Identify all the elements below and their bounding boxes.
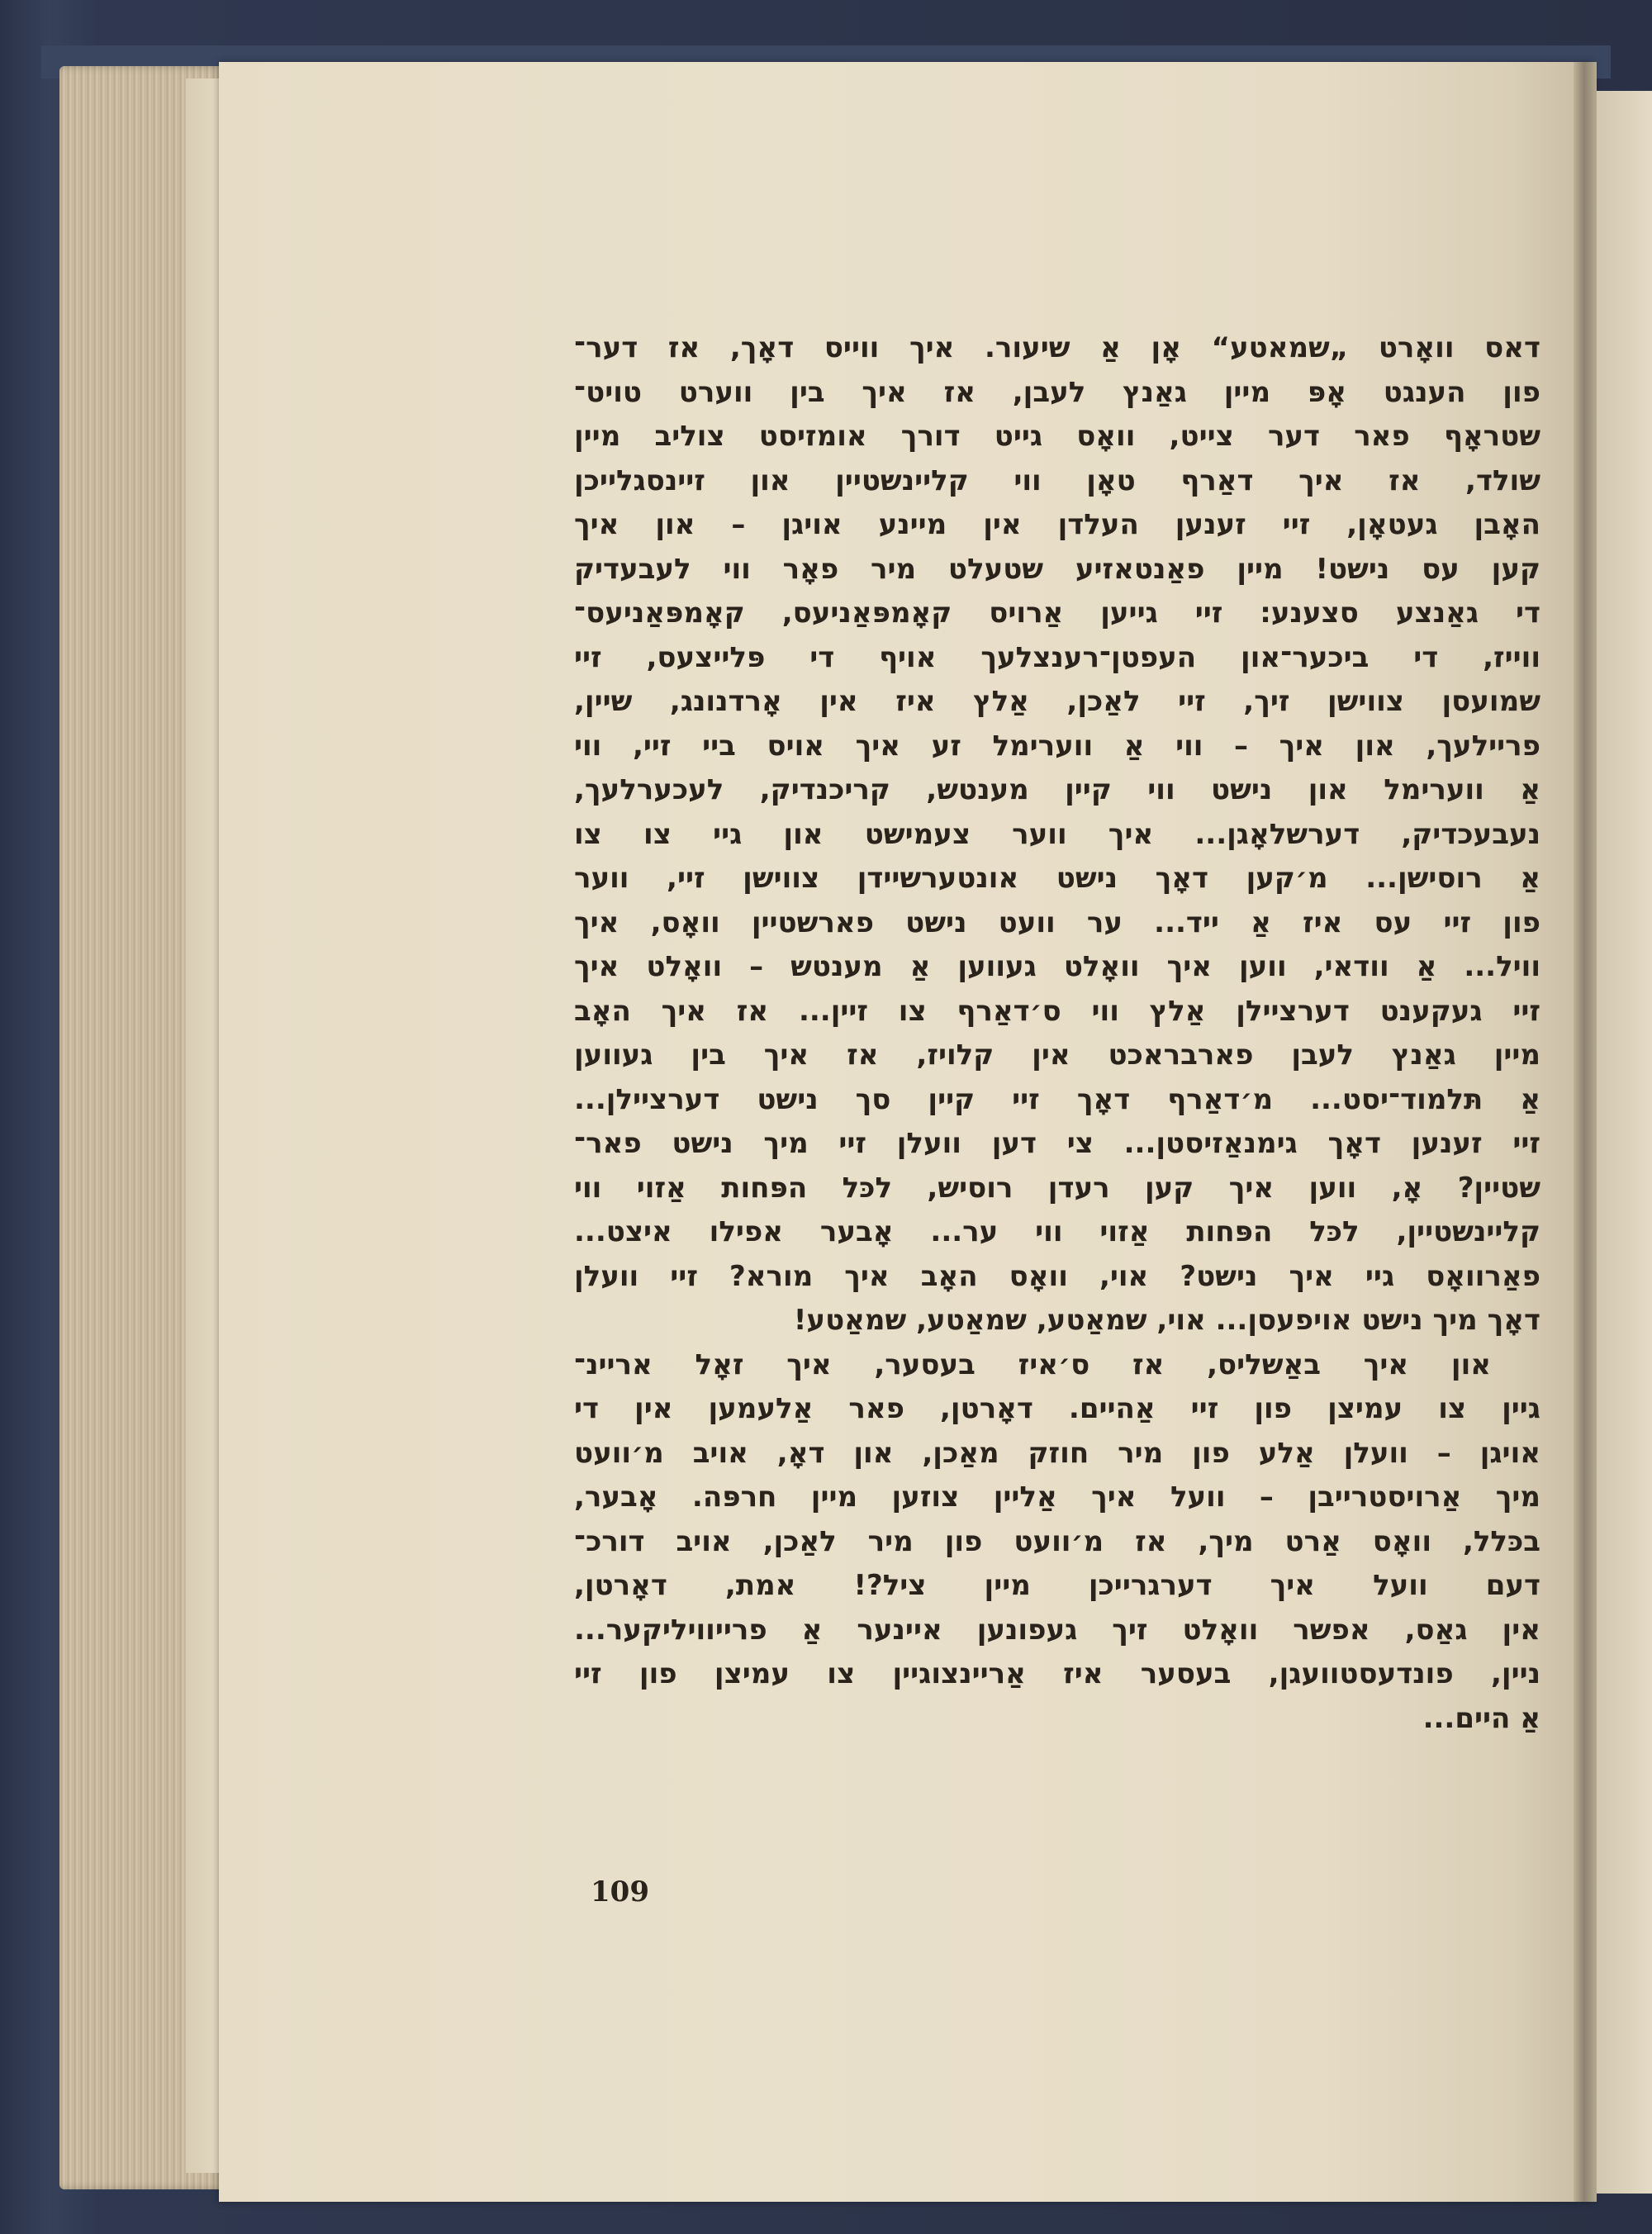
text-line: קען עס נישט! מיין פאַנטאזיע שטעלט מיר פאָר ווי לעבעדיק	[574, 552, 1540, 586]
text-line: גיין צו עמיצן פון זיי אַהיים. דאָרטן, פאר אַלעמען אין די	[574, 1392, 1540, 1425]
text-line: ווייז, די ביכער־און העפטן־רענצלעך אויף די פּלייצעס, זיי	[574, 640, 1540, 674]
page-number: 109	[591, 1875, 649, 1908]
page-text	[574, 326, 1540, 1741]
text-line: אַ היים...	[1422, 1701, 1540, 1735]
text-line: קליינשטיין, לכּל הפּחות אַזוי ווי ער... אָבער אפילו איצט...	[574, 1215, 1540, 1248]
text-line: נעבעכדיק, דערשלאָגן... איך ווער צעמישט און גיי צו צו	[574, 817, 1540, 851]
text-line: זיי געקענט דערציילן אַלץ ווי ס׳דאַרף צו זיין... אז איך האָב	[574, 994, 1540, 1028]
text-line: פאַרוואָס גיי איך נישט? אוי, וואָס האָב איך מורא? זיי וועלן	[574, 1259, 1540, 1293]
text-line: פון זיי עס איז אַ ייד... ער וועט נישט פארשטיין וואָס, איך	[574, 905, 1540, 939]
text-line: בכּלל, וואָס אַרט מיך, אז מ׳וועט פון מיר לאַכן, אויב דורכ־	[574, 1524, 1540, 1558]
text-line: דאָך מיך נישט אויפעסן... אוי, שמאַטע, שמאַטע, שמאַטע!	[793, 1304, 1540, 1337]
text-line: זיי זענען דאָך גימנאַזיסטן... צי דען וועלן זיי מיך נישט פאר־	[574, 1127, 1540, 1160]
text-line: און איך באַשליס, אז ס׳איז בעסער, איך זאָל אריינ־	[574, 1348, 1491, 1381]
text-line: אין גאַס, אפשר וואָלט זיך געפונען איינער אַ פרייוויליקער...	[574, 1613, 1540, 1647]
text-line: אַ ווערימל און נישט ווי קיין מענטש, קריכנדיק, לעכערלעך,	[574, 773, 1540, 806]
facing-page-edge	[1597, 91, 1652, 2194]
text-line: אויגן – וועלן אַלע פון מיר חוזק מאַכן, און דאָ, אויב מ׳וועט	[574, 1436, 1540, 1470]
text-line: מיך אַרויסטרייבן – וועל איך אַליין צוזען מיין חרפּה. אָבער,	[574, 1481, 1540, 1514]
text-line: שטיין? אָ, ווען איך קען רעדן רוסיש, לכּל הפּחות אַזוי ווי	[574, 1171, 1540, 1205]
text-line: וויל... אַ וודאי, ווען איך וואָלט געווען אַ מענטש – וואָלט איך	[574, 950, 1540, 983]
text-line: דעם וועל איך דערגרייכן מיין ציל?! אמת, דאָרטן,	[574, 1569, 1540, 1602]
text-line: דאס וואָרט „שמאטע“ אָן אַ שיעור. איך ווייס דאָך, אז דער־	[574, 331, 1540, 364]
text-line: אַ רוסישן... מ׳קען דאָך נישט אונטערשיידן צווישן זיי, ווער	[574, 862, 1540, 895]
text-line: שולד, אז איך דאַרף טאָן ווי קליינשטיין און זיינסגלייכן	[574, 463, 1540, 497]
text-line: פון הענגט אָפּ מיין גאַנץ לעבן, אז איך בין ווערט טויט־	[574, 375, 1540, 409]
text-line: די גאַנצע סצענע: זיי גייען אַרויס קאָמפּאַניעס, קאָמפּאַניעס־	[574, 597, 1540, 630]
text-line: שטראָף פאר דער צייט, וואָס גייט דורך אומזיסט צוליב מיין	[574, 420, 1540, 453]
text-line: שמועסן צווישן זיך, זיי לאַכן, אַלץ איז אין אָרדנונג, שיין,	[574, 685, 1540, 718]
text-line: האָבן געטאָן, זיי זענען העלדן אין מיינע אויגן – און איך	[574, 508, 1540, 541]
book-gutter	[1574, 62, 1597, 2202]
text-line: פריילעך, און איך – ווי אַ ווערימל זע איך אויס ביי זיי, ווי	[574, 729, 1540, 763]
text-line: אַ תּלמוד־יסט... מ׳דאַרף דאָך זיי קיין סך נישט דערציילן...	[574, 1082, 1540, 1116]
text-line: מיין גאַנץ לעבן פארבראכט אין קלויז, אז איך בין געווען	[574, 1039, 1540, 1072]
text-line: ניין, פונדעסטוועגן, בעסער איז אַריינצוגיין צו עמיצן פון זיי	[574, 1657, 1540, 1690]
